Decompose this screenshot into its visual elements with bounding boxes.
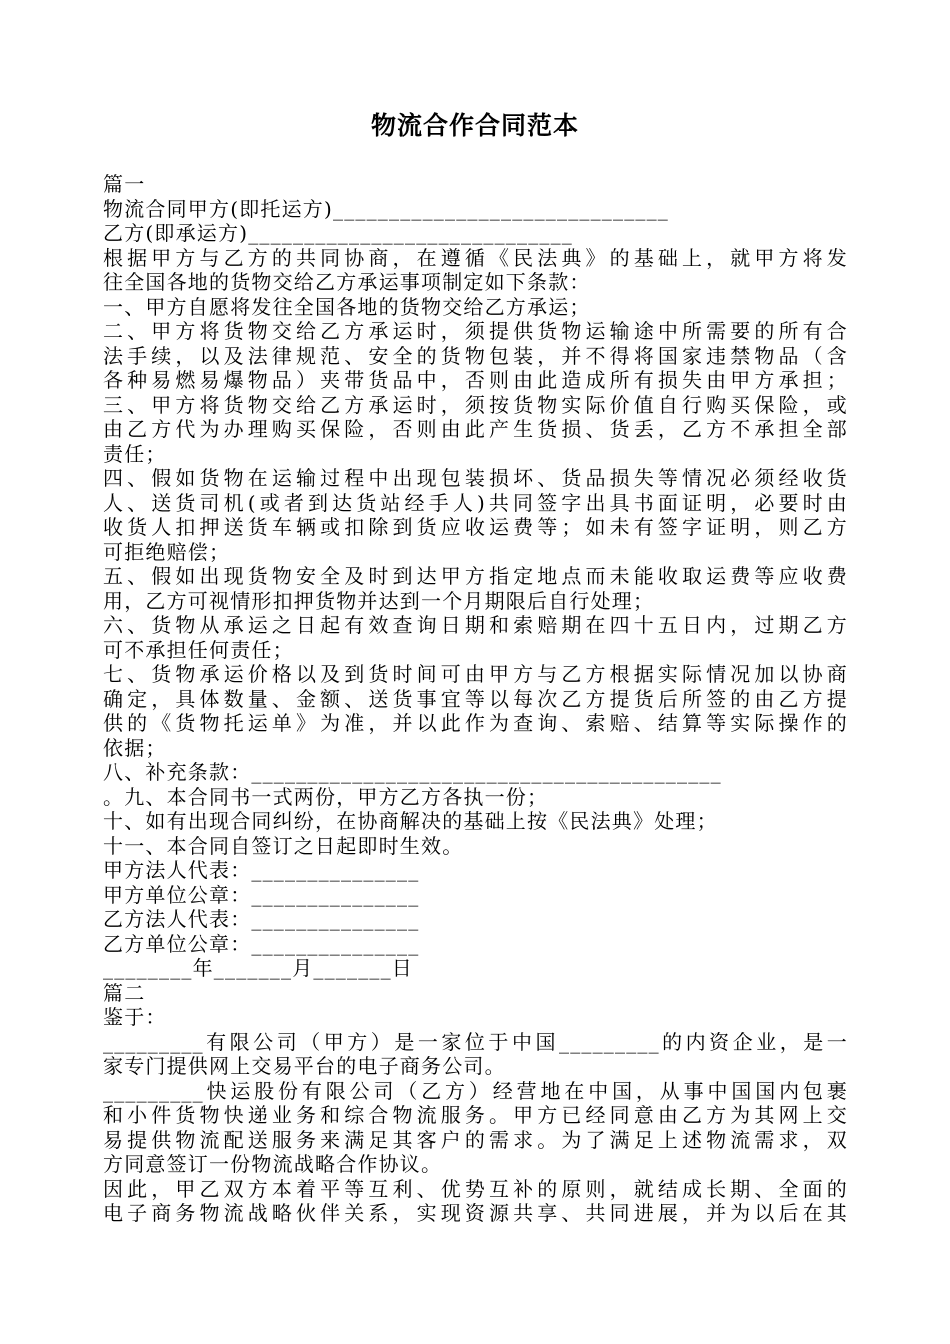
text-line: 因此，甲乙双方本着平等互利、优势互补的原则，就结成长期、全面的 xyxy=(103,1176,848,1201)
text-line: 方同意签订一份物流战略合作协议。 xyxy=(103,1152,443,1176)
text-line: 乙方(即承运方)_____________________________ xyxy=(103,221,574,245)
text-line: 收货人扣押送货车辆或扣除到货应收运费等；如未有签字证明，则乙方 xyxy=(103,515,848,539)
text-line: 十一、本合同自签订之日起即时生效。 xyxy=(103,833,464,858)
text-line: 确定，具体数量、金额、送货事宜等以每次乙方提货后所签的由乙方提 xyxy=(103,686,848,711)
text-line: 家专门提供网上交易平台的电子商务公司。 xyxy=(103,1054,506,1078)
text-line: 篇二 xyxy=(103,980,146,1005)
text-line: 和小件货物快递业务和综合物流服务。甲方已经同意由乙方为其网上交 xyxy=(103,1103,848,1127)
text-line: 供的《货物托运单》为准，并以此作为查询、索赔、结算等实际操作的 xyxy=(103,711,848,735)
text-line: 根据甲方与乙方的共同协商，在遵循《民法典》的基础上，就甲方将发 xyxy=(103,245,848,270)
text-line: 由乙方代为办理购买保险，否则由此产生货损、货丢，乙方不承担全部 xyxy=(103,417,848,441)
text-line: 人、送货司机(或者到达货站经手人)共同签字出具书面证明，必要时由 xyxy=(103,490,848,515)
text-line: 甲方单位公章：_______________ xyxy=(103,882,420,907)
text-line: 物流合同甲方(即托运方)______________________________ xyxy=(103,196,670,221)
document-body xyxy=(103,172,848,1226)
text-line: 。九、本合同书一式两份，甲方乙方各执一份； xyxy=(103,784,549,809)
text-line: 法手续，以及法律规范、安全的货物包装，并不得将国家违禁物品（含 xyxy=(103,343,848,368)
text-line: 三、甲方将货物交给乙方承运时，须按货物实际价值自行购买保险，或 xyxy=(103,392,848,417)
text-line: 乙方单位公章：_______________ xyxy=(103,931,420,956)
text-line: ________年_______月_______日 xyxy=(103,956,413,980)
text-line: 各种易燃易爆物品）夹带货品中，否则由此造成所有损失由甲方承担； xyxy=(103,368,848,392)
text-line: 用，乙方可视情形扣押货物并达到一个月期限后自行处理； xyxy=(103,588,655,613)
text-line: 可不承担任何责任； xyxy=(103,637,294,662)
text-line: 篇一 xyxy=(103,172,146,196)
text-line: 乙方法人代表：_______________ xyxy=(103,907,420,931)
text-line: 一、甲方自愿将发往全国各地的货物交给乙方承运； xyxy=(103,294,591,319)
text-line: 往全国各地的货物交给乙方承运事项制定如下条款： xyxy=(103,270,591,294)
text-line: 责任； xyxy=(103,441,167,466)
text-line: 七、货物承运价格以及到货时间可由甲方与乙方根据实际情况加以协商 xyxy=(103,662,848,686)
text-line: 可拒绝赔偿； xyxy=(103,539,231,564)
text-line: 五、假如出现货物安全及时到达甲方指定地点而未能收取运费等应收费 xyxy=(103,564,848,588)
text-line: _________快运股份有限公司（乙方）经营地在中国，从事中国国内包裹 xyxy=(103,1078,848,1103)
text-line: 电子商务物流战略伙伴关系，实现资源共享、共同进展，并为以后在其 xyxy=(103,1201,848,1225)
text-line: 四、假如货物在运输过程中出现包装损坏、货品损失等情况必须经收货 xyxy=(103,466,848,490)
text-line: 八、补充条款：__________________________________________ xyxy=(103,760,722,784)
text-line: 甲方法人代表：_______________ xyxy=(103,858,420,882)
text-line: 六、货物从承运之日起有效查询日期和索赔期在四十五日内，过期乙方 xyxy=(103,613,848,637)
text-line: 二、甲方将货物交给乙方承运时，须提供货物运输途中所需要的所有合 xyxy=(103,319,848,343)
text-line: 易提供物流配送服务来满足其客户的需求。为了满足上述物流需求，双 xyxy=(103,1127,848,1152)
text-line: 十、如有出现合同纠纷，在协商解决的基础上按《民法典》处理； xyxy=(103,809,718,833)
text-line: _________有限公司（甲方）是一家位于中国_________的内资企业，是一 xyxy=(103,1029,848,1054)
text-line: 鉴于： xyxy=(103,1005,167,1029)
text-line: 依据； xyxy=(103,735,167,760)
document-title: 物流合作合同范本 xyxy=(370,111,579,140)
